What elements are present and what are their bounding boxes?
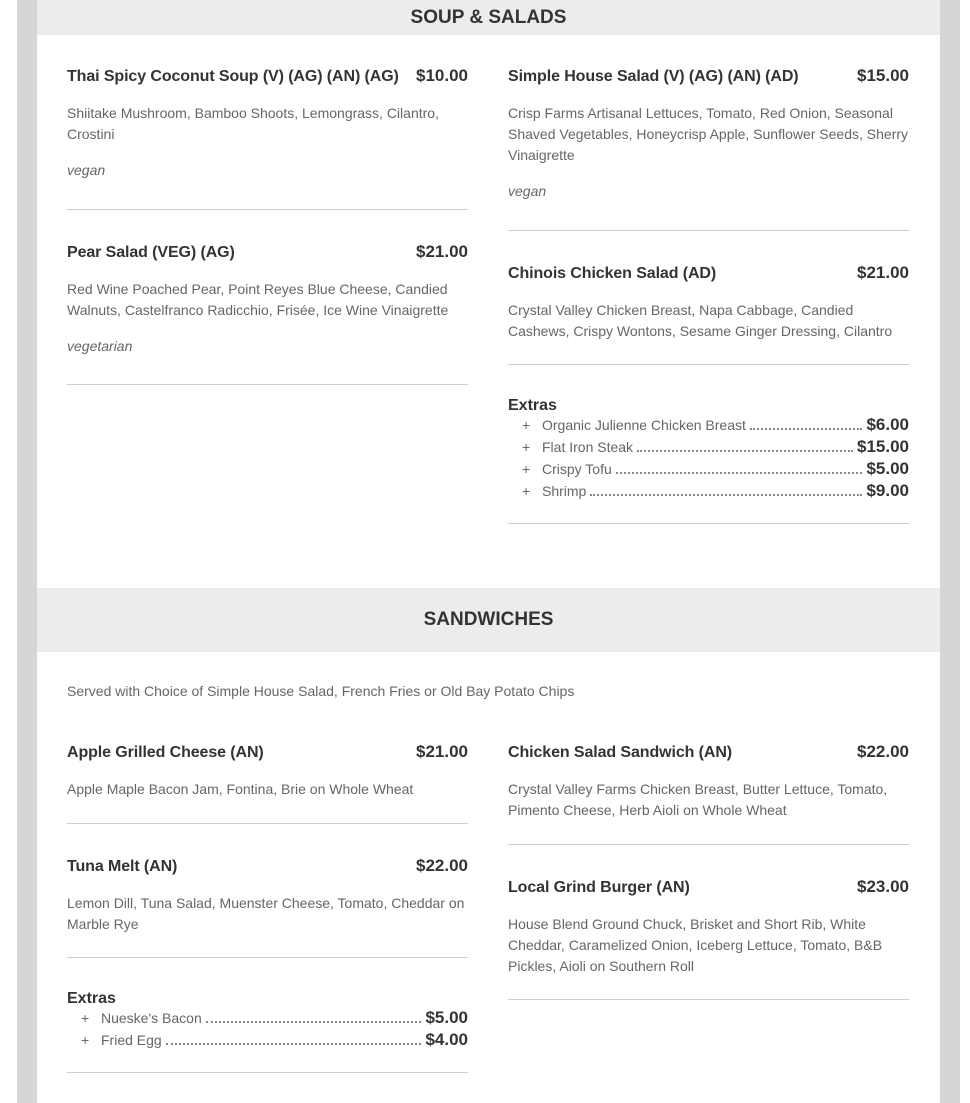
item-name: Local Grind Burger (AN) [508,879,690,896]
extra-name: Flat Iron Steak [542,439,634,455]
item-price: $15.00 [857,66,909,85]
dot-leader [616,472,863,474]
item-price: $21.00 [857,263,909,282]
menu-item [67,742,468,824]
item-diet-tag: vegan [508,183,547,199]
menu-item [508,66,909,231]
item-price: $10.00 [416,66,468,85]
plus-icon: + [522,439,531,455]
item-name: Thai Spicy Coconut Soup (V) (AG) (AN) (AG) [67,68,399,85]
extras-title: Extras [508,397,557,414]
item-diet-tag: vegetarian [67,338,133,354]
dot-leader [206,1021,422,1023]
item-name: Chinois Chicken Salad (AD) [508,265,717,282]
section-header-soup-salads [37,0,940,35]
item-description: Red Wine Poached Pear, Point Reyes Blue Cheese, Candied Walnuts, Castelfranco Radicchio, Frisée, Ice Wine Vinaigrette [67,281,449,318]
soup-right-column [508,66,909,524]
section-title: SOUP & SALADS [410,7,567,28]
plus-icon: + [522,461,531,477]
item-description: Apple Maple Bacon Jam, Fontina, Brie on Whole Wheat [67,781,414,797]
extra-price: $4.00 [425,1030,468,1049]
plus-icon: + [81,1010,90,1026]
item-description: Lemon Dill, Tuna Salad, Muenster Cheese, Tomato, Cheddar on Marble Rye [67,895,465,932]
item-name: Apple Grilled Cheese (AN) [67,744,264,761]
menu-item [508,263,909,365]
dot-leader [590,494,862,496]
extra-item [67,1008,468,1030]
item-price: $22.00 [857,742,909,761]
extra-item [508,459,909,481]
item-price: $21.00 [416,742,468,761]
extra-price: $15.00 [857,437,909,456]
extras-title: Extras [67,990,116,1007]
extra-price: $5.00 [866,459,909,478]
plus-icon: + [522,483,531,499]
plus-icon: + [522,417,531,433]
item-description: Crystal Valley Chicken Breast, Napa Cabbage, Candied Cashews, Crispy Wontons, Sesame Ginger Dressing, Cilantro [508,302,893,339]
item-price: $22.00 [416,856,468,875]
item-description: House Blend Ground Chuck, Brisket and Short Rib, White Cheddar, Caramelized Onion, Iceberg Lettuce, Tomato, B&B Pickles, Aioli on Southern Roll [508,916,883,974]
menu-item [508,742,909,845]
item-description: Crystal Valley Farms Chicken Breast, Butter Lettuce, Tomato, Pimento Cheese, Herb Aioli on Whole Wheat [508,781,888,818]
plus-icon: + [81,1032,90,1048]
extra-price: $5.00 [425,1008,468,1027]
item-name: Pear Salad (VEG) (AG) [67,244,235,261]
extra-item [67,1030,468,1052]
menu-item [67,66,468,210]
extra-name: Fried Egg [101,1032,162,1048]
section-note: Served with Choice of Simple House Salad, French Fries or Old Bay Potato Chips [67,683,575,699]
extra-item [508,437,909,459]
item-description: Crisp Farms Artisanal Lettuces, Tomato, Red Onion, Seasonal Shaved Vegetables, Honeycrisp Apple, Sunflower Seeds, Sherry Vinaigrette [508,105,909,163]
sandwich-right-column [508,742,909,1000]
dot-leader [637,450,853,452]
item-name: Simple House Salad (V) (AG) (AN) (AD) [508,68,799,85]
menu-item [67,856,468,958]
extra-name: Shrimp [542,483,587,499]
item-name: Chicken Salad Sandwich (AN) [508,744,733,761]
dot-leader [750,428,863,430]
item-description: Shiitake Mushroom, Bamboo Shoots, Lemongrass, Cilantro, Crostini [67,105,439,142]
extra-name: Organic Julienne Chicken Breast [542,417,746,433]
sandwich-left-column [67,742,468,1073]
extra-name: Crispy Tofu [542,461,612,477]
menu-item [67,242,468,385]
dot-leader [166,1043,422,1045]
extra-item [508,415,909,437]
extra-price: $6.00 [866,415,909,434]
extras-block [67,990,468,1073]
section-header-sandwiches [37,588,940,652]
section-title: SANDWICHES [423,609,554,630]
soup-left-column [67,66,468,385]
item-name: Tuna Melt (AN) [67,858,178,875]
item-diet-tag: vegan [67,162,106,178]
item-price: $23.00 [857,877,909,896]
extra-item [508,481,909,503]
extra-name: Nueske's Bacon [101,1010,202,1026]
menu-item [508,877,909,1000]
extra-price: $9.00 [866,481,909,500]
item-price: $21.00 [416,242,468,261]
extras-block [508,397,909,524]
